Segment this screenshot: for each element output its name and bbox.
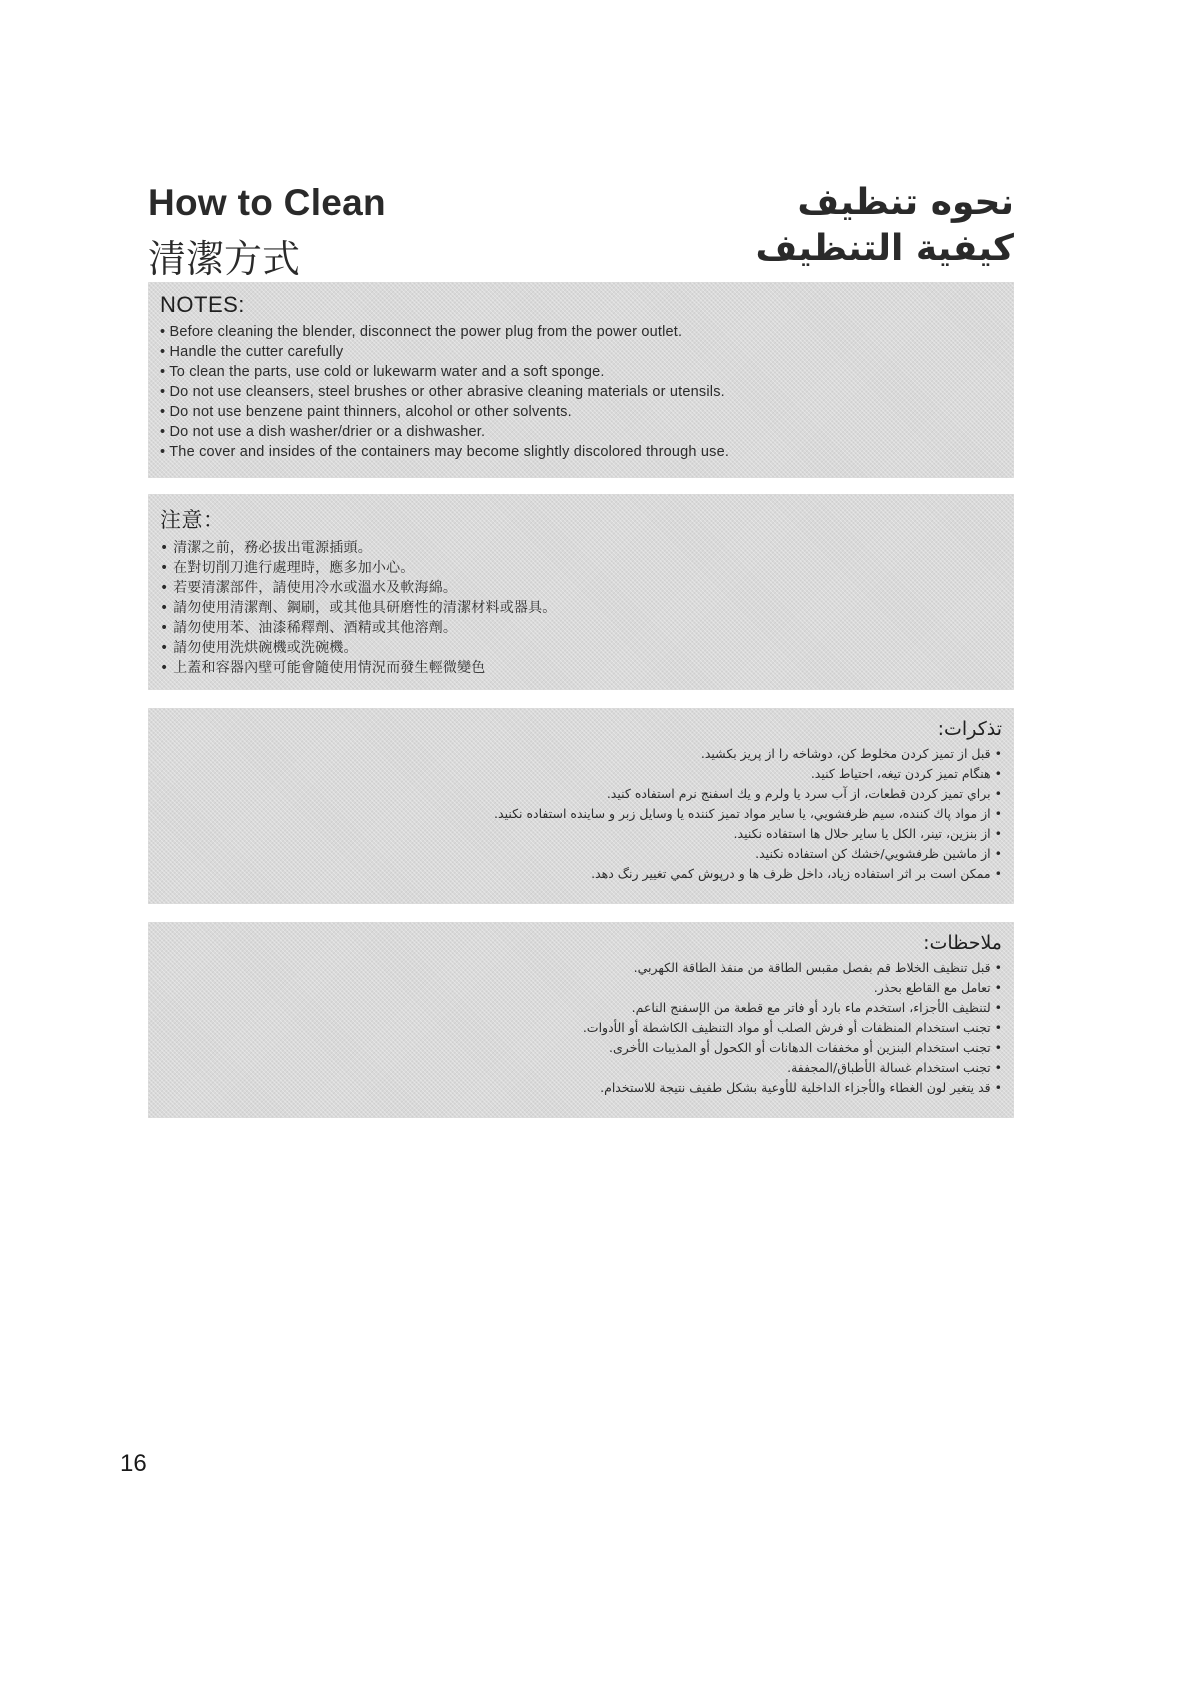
list-item: • Do not use a dish washer/drier or a dishwasher. <box>160 422 1002 442</box>
page-number: 16 <box>120 1450 147 1477</box>
list-item: • تجنب استخدام غسالة الأطباق/المجففة. <box>160 1058 1002 1078</box>
list-item: • 請勿使用清潔劑、鋼刷，或其他具研磨性的清潔材料或器具。 <box>160 598 1002 618</box>
list-item: • قبل از تميز كردن مخلوط كن، دوشاخه را از پريز بكشيد. <box>160 744 1002 764</box>
list-item: • 上蓋和容器內壁可能會隨使用情況而發生輕微變色 <box>160 658 1002 678</box>
notes-list <box>160 744 1002 884</box>
list-item: • تعامل مع القاطع بحذر. <box>160 978 1002 998</box>
list-item: • براي تميز كردن قطعات، از آب سرد يا ولرم و يك اسفنج نرم استفاده كنيد. <box>160 784 1002 804</box>
notes-heading: ملاحظات: <box>923 932 1002 954</box>
notes-heading: تذكرات: <box>937 718 1002 740</box>
title-persian: نحوه تنظیف <box>797 182 1014 223</box>
notes-panel-english <box>148 282 1014 478</box>
title-arabic: كيفية التنظيف <box>755 228 1014 269</box>
list-item: • تجنب استخدام المنظفات أو فرش الصلب أو مواد التنظيف الكاشطة أو الأدوات. <box>160 1018 1002 1038</box>
list-item: • 若要清潔部件，請使用冷水或溫水及軟海綿。 <box>160 578 1002 598</box>
notes-heading: NOTES: <box>160 292 245 317</box>
list-item: • ممكن است بر اثر استفاده زياد، داخل ظرف ها و درپوش كمي تغيير رنگ دهد. <box>160 864 1002 884</box>
list-item: • لتنظيف الأجزاء، استخدم ماء بارد أو فاتر مع قطعة من الإسفنج الناعم. <box>160 998 1002 1018</box>
notes-panel-arabic <box>148 922 1014 1118</box>
title-chinese: 清潔方式 <box>148 237 301 281</box>
list-item: • Do not use cleansers, steel brushes or other abrasive cleaning materials or utensils. <box>160 382 1002 402</box>
notes-list <box>160 958 1002 1098</box>
notes-panel-persian <box>148 708 1014 904</box>
list-item: • هنگام تميز كردن تيغه، احتياط كنيد. <box>160 764 1002 784</box>
list-item: • The cover and insides of the containers may become slightly discolored through use. <box>160 442 1002 462</box>
list-item: • To clean the parts, use cold or lukewarm water and a soft sponge. <box>160 362 1002 382</box>
list-item: • Before cleaning the blender, disconnect the power plug from the power outlet. <box>160 322 1002 342</box>
list-item: • Handle the cutter carefully <box>160 342 1002 362</box>
list-item: • از مواد پاك كننده، سيم ظرفشويي، يا ساير مواد تميز كننده يا وسايل زبر و ساينده استفاده نكنيد. <box>160 804 1002 824</box>
list-item: • از ماشين ظرفشويي/خشك كن استفاده نكنيد. <box>160 844 1002 864</box>
list-item: • 在對切削刀進行處理時，應多加小心。 <box>160 558 1002 578</box>
notes-list <box>160 538 1002 678</box>
notes-panel-chinese <box>148 494 1014 690</box>
list-item: • 請勿使用苯、油漆稀釋劑、酒精或其他溶劑。 <box>160 618 1002 638</box>
list-item: • 請勿使用洗烘碗機或洗碗機。 <box>160 638 1002 658</box>
list-item: • از بنزين، تينر، الكل يا ساير حلال ها استفاده نكنيد. <box>160 824 1002 844</box>
list-item: • قبل تنظيف الخلاط قم بفصل مقبس الطاقة من منفذ الطاقة الكهربي. <box>160 958 1002 978</box>
list-item: • قد يتغير لون الغطاء والأجزاء الداخلية للأوعية بشكل طفيف نتيجة للاستخدام. <box>160 1078 1002 1098</box>
notes-list <box>160 322 1002 462</box>
notes-heading: 注意： <box>160 508 225 532</box>
list-item: • Do not use benzene paint thinners, alcohol or other solvents. <box>160 402 1002 422</box>
list-item: • 清潔之前，務必拔出電源插頭。 <box>160 538 1002 558</box>
list-item: • تجنب استخدام البنزين أو مخففات الدهانات أو الكحول أو المذيبات الأخرى. <box>160 1038 1002 1058</box>
title-english: How to Clean <box>148 182 386 223</box>
